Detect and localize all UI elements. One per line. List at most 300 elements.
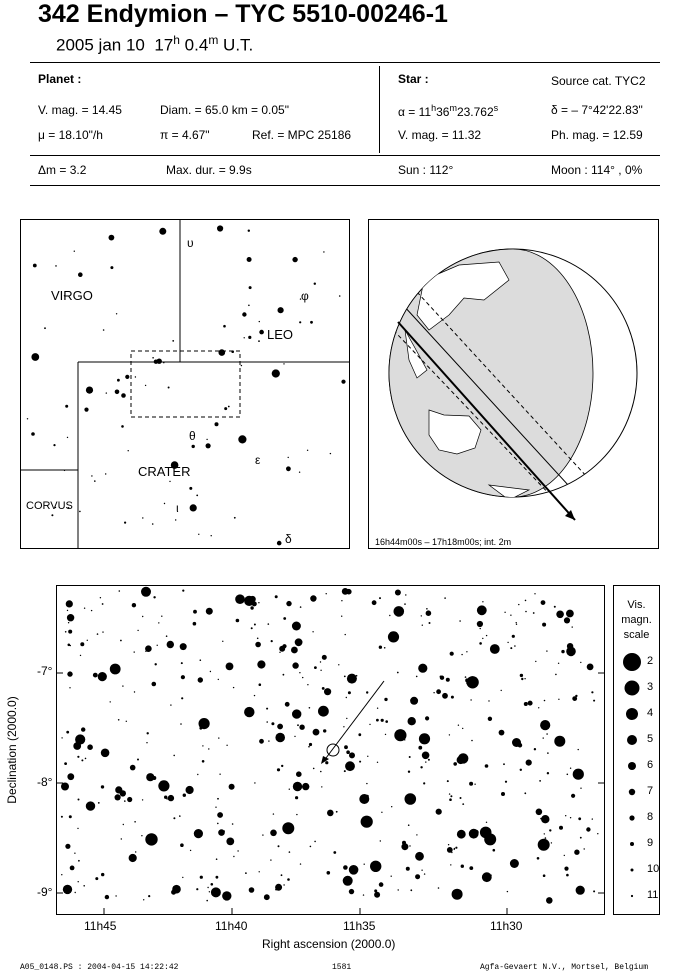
mag-dot-10 <box>622 860 642 880</box>
star-dot <box>266 708 268 710</box>
star-dot <box>458 753 468 763</box>
star-dot <box>194 829 203 838</box>
star-dot <box>471 740 473 742</box>
ra-tick-1130: 11h30 <box>490 919 523 933</box>
star-dot <box>391 806 392 807</box>
star-dot <box>182 877 183 878</box>
star-dot <box>211 887 221 897</box>
star-dot <box>343 876 353 886</box>
star-dot <box>591 691 593 693</box>
star-dot <box>236 619 240 623</box>
star-dot <box>323 729 326 732</box>
star-dot <box>364 864 365 865</box>
star-dot <box>200 659 202 661</box>
star-dot <box>486 635 487 636</box>
star-dot <box>158 780 169 791</box>
star-dot <box>421 735 422 736</box>
star-dot <box>101 785 104 788</box>
star-dot <box>574 850 579 855</box>
const-label-virgo: VIRGO <box>51 288 93 303</box>
star-dot <box>164 503 165 504</box>
star-dot <box>283 674 285 676</box>
star-dot <box>264 894 270 900</box>
star-dot <box>423 782 425 784</box>
mag-dot-7 <box>622 782 642 802</box>
star-dot <box>80 655 81 656</box>
star-dot <box>580 837 582 839</box>
constellation-stars <box>27 225 346 545</box>
event-hour: 17 <box>154 35 174 55</box>
star-dot <box>507 642 508 643</box>
star-dot <box>120 790 126 796</box>
star-dot <box>180 843 184 847</box>
mag-label-7: 7 <box>647 785 654 797</box>
star-dot <box>259 739 264 744</box>
star-dot <box>449 734 450 735</box>
star-dot <box>65 631 67 633</box>
star-dot <box>154 360 158 364</box>
star-dot <box>271 640 273 642</box>
star-dot <box>75 892 76 893</box>
star-dot <box>181 675 185 679</box>
star-dot <box>31 432 35 436</box>
star-dot <box>31 353 39 361</box>
star-dot <box>69 687 70 688</box>
star-dot <box>482 601 483 602</box>
star-dot <box>554 606 556 608</box>
star-dot <box>189 487 192 490</box>
info-divider <box>379 66 380 153</box>
star-dot <box>247 257 252 262</box>
x-axis-label: Right ascension (2000.0) <box>262 937 396 951</box>
star-dot <box>286 601 291 606</box>
star-dot <box>302 783 309 790</box>
star-dot <box>145 833 157 845</box>
star-dot <box>186 786 194 794</box>
star-dot <box>87 640 88 641</box>
star-dot <box>259 330 264 335</box>
star-dot <box>564 617 570 623</box>
mag-label-3: 3 <box>647 681 654 693</box>
star-dot <box>310 321 313 324</box>
star-dot <box>547 752 549 754</box>
star-dot <box>105 895 109 899</box>
star-dot <box>226 838 234 846</box>
footer-publisher: Agfa-Gevaert N.V., Mortsel, Belgium <box>480 963 649 972</box>
moon-elongation: Moon : 114° , 0% <box>551 163 643 177</box>
star-dot <box>313 768 315 770</box>
star-dot <box>79 511 81 513</box>
star-dot <box>281 765 283 767</box>
star-dot <box>451 852 452 853</box>
star-dot <box>217 798 219 800</box>
star-dot <box>137 759 139 761</box>
star-dot <box>277 768 280 771</box>
star-dot <box>473 830 478 835</box>
star-dot <box>341 600 342 601</box>
star-dot <box>516 624 517 625</box>
star-dot <box>237 850 238 851</box>
mag-dot-5 <box>622 730 642 750</box>
star-dot <box>425 716 429 720</box>
star-dot <box>422 752 430 760</box>
star-dot <box>410 889 412 891</box>
star-dot <box>295 638 303 646</box>
star-dot <box>100 597 101 598</box>
star-dot <box>543 737 544 738</box>
page-title: 342 Endymion – TYC 5510-00246-1 <box>38 0 448 28</box>
star-dot <box>309 743 312 746</box>
star-dot <box>106 392 107 393</box>
star-dot <box>126 721 127 722</box>
star-dot <box>525 600 527 602</box>
star-dot <box>226 745 227 746</box>
star-dot <box>450 795 452 797</box>
star-dot <box>145 385 146 386</box>
star-dot <box>249 887 255 893</box>
star-dot <box>217 812 223 818</box>
star-dot <box>534 593 535 594</box>
star-dot <box>465 676 467 678</box>
star-dot <box>540 818 542 820</box>
star-dot <box>474 784 475 785</box>
star-dot <box>53 444 55 446</box>
star-dot <box>283 363 284 364</box>
star-dot <box>67 773 74 780</box>
star-dot <box>578 817 581 820</box>
hour-unit: h <box>173 33 180 47</box>
ra-s-unit: s <box>493 103 499 113</box>
star-dot <box>68 622 69 623</box>
star-dot <box>292 257 297 262</box>
star-dot <box>409 756 411 758</box>
star-dot <box>119 590 121 592</box>
star-dot <box>134 651 135 652</box>
star-dot <box>283 884 284 885</box>
star-dot <box>277 541 282 546</box>
star-dot <box>27 418 28 419</box>
star-label-delta: δ <box>285 532 292 546</box>
star-dot <box>159 228 166 235</box>
star-dot <box>244 707 254 717</box>
star-dot <box>121 425 124 428</box>
star-dot <box>217 225 223 231</box>
star-dot <box>275 889 277 891</box>
star-dot <box>273 813 274 814</box>
star-dot <box>81 759 83 761</box>
star-dot <box>542 623 546 627</box>
star-dot <box>210 671 211 672</box>
star-dot <box>55 265 57 267</box>
star-label-phi: φ <box>301 289 309 303</box>
star-dot <box>580 662 581 663</box>
star-dot <box>343 865 348 870</box>
star-dot <box>202 760 205 763</box>
info-mid-rule <box>30 155 660 156</box>
star-dot <box>404 603 406 605</box>
star-dot <box>254 782 255 783</box>
star-dot <box>196 495 198 497</box>
star-dot <box>408 824 410 826</box>
time-system: U.T. <box>223 35 254 55</box>
constellation-map-svg <box>21 220 349 548</box>
star-dot <box>158 622 159 623</box>
star-dot <box>510 615 511 616</box>
star-dot <box>78 881 79 882</box>
star-dot <box>374 892 380 898</box>
star-dot <box>268 623 270 625</box>
star-dot <box>183 794 186 797</box>
footer-file: A05_0148.PS : 2004-04-15 14:22:42 <box>20 963 179 972</box>
ra-tick-1135: 11h35 <box>343 919 376 933</box>
star-dot <box>118 719 120 721</box>
star-dot <box>216 858 218 860</box>
star-dot <box>333 851 336 854</box>
star-dot <box>461 654 462 655</box>
star-dot <box>488 717 492 721</box>
star-dot <box>226 663 234 671</box>
star-dot <box>152 523 154 525</box>
mag-title-line-1: Vis. <box>627 599 646 611</box>
star-dot <box>501 792 505 796</box>
star-dot <box>440 676 444 680</box>
star-dot <box>561 650 564 653</box>
star-dot <box>322 687 325 690</box>
star-dot <box>314 841 316 843</box>
star-dot <box>344 770 346 772</box>
star-dot <box>566 610 574 618</box>
star-dot <box>115 794 121 800</box>
star-dot <box>526 760 532 766</box>
star-dot <box>197 774 198 775</box>
star-dot <box>219 774 220 775</box>
star-dot <box>470 699 471 700</box>
star-dot <box>381 812 382 813</box>
star-dot <box>330 453 331 454</box>
star-dot <box>255 642 261 648</box>
star-dot <box>80 642 84 646</box>
star-dot <box>206 900 208 902</box>
star-dot <box>436 809 442 815</box>
star-dot <box>61 737 62 738</box>
star-dot <box>251 627 253 629</box>
star-dot <box>421 615 422 616</box>
star-dot <box>292 622 301 631</box>
star-dot <box>318 706 329 717</box>
star-dot <box>453 762 457 766</box>
star-dot <box>268 740 269 741</box>
star-dot <box>237 596 239 598</box>
star-dot <box>578 749 579 750</box>
star-dot <box>257 660 265 668</box>
star-dot <box>486 822 487 823</box>
star-dot <box>326 593 327 594</box>
star-dot <box>233 856 234 857</box>
star-dot <box>501 690 502 691</box>
star-dot <box>222 641 223 642</box>
star-dot <box>110 664 121 675</box>
star-dot <box>566 874 569 877</box>
star-dot <box>258 340 260 342</box>
star-dot <box>450 864 451 865</box>
star-dot <box>78 272 83 277</box>
constellation-map <box>20 219 350 549</box>
star-dot <box>275 733 285 743</box>
star-dot <box>294 736 295 737</box>
star-dot <box>379 646 382 649</box>
star-dot <box>288 457 289 458</box>
star-dot <box>524 792 526 794</box>
footer-page: 1581 <box>332 963 352 972</box>
star-dot <box>544 833 545 834</box>
star-dot <box>169 481 170 482</box>
star-dot <box>102 603 104 605</box>
star-dot <box>376 719 379 722</box>
star-dot <box>190 850 191 851</box>
star-dot <box>146 742 147 743</box>
star-dot <box>359 794 369 804</box>
event-minute: 0.4 <box>184 35 209 55</box>
ra-minutes: 36 <box>436 105 450 119</box>
star-dot <box>215 422 219 426</box>
max-duration: Max. dur. = 9.9s <box>166 163 252 177</box>
star-dot <box>344 745 348 749</box>
star-dot <box>516 622 517 623</box>
star-dot <box>116 313 117 314</box>
star-dot <box>141 587 151 597</box>
y-axis-label: Declination (2000.0) <box>5 696 19 804</box>
star-dot <box>84 608 85 609</box>
mag-label-2: 2 <box>647 655 654 667</box>
star-dot <box>462 803 464 805</box>
star-dot <box>442 693 448 699</box>
star-dot <box>299 472 300 473</box>
ra-h-unit: h <box>431 103 437 113</box>
star-dot <box>346 750 350 754</box>
star-dot <box>549 829 551 831</box>
star-dot <box>374 889 377 892</box>
star-dot <box>460 797 462 799</box>
star-dot <box>558 699 559 700</box>
star-dot <box>134 821 136 823</box>
star-dot <box>410 697 418 705</box>
star-label-theta: θ <box>189 429 196 443</box>
star-dot <box>145 645 152 652</box>
star-dot <box>94 480 96 482</box>
star-dot <box>381 719 384 722</box>
star-dot <box>218 679 219 680</box>
star-dot <box>211 535 212 536</box>
star-dot <box>234 517 236 519</box>
star-dot <box>168 795 174 801</box>
star-right-ascension <box>398 103 498 119</box>
dec-tick-9: -9° <box>37 885 53 899</box>
star-dot <box>593 700 595 702</box>
star-dot <box>518 604 519 605</box>
star-dot <box>339 295 341 297</box>
star-dot <box>587 664 594 671</box>
star-dot <box>567 774 569 776</box>
star-dot <box>287 878 290 881</box>
star-dot <box>327 810 334 817</box>
star-dot <box>336 811 338 813</box>
star-dot <box>282 644 286 648</box>
star-dot <box>408 717 416 725</box>
star-dot <box>520 769 522 771</box>
star-dot <box>224 407 227 410</box>
star-dot <box>148 895 150 897</box>
star-dot <box>379 882 384 887</box>
star-dot <box>558 663 559 664</box>
star-dot <box>275 595 278 598</box>
star-dot <box>271 722 274 725</box>
star-dot <box>580 788 581 789</box>
globe-panel <box>368 219 659 549</box>
star-dot <box>142 799 143 800</box>
star-dot <box>208 748 209 749</box>
star-dot <box>123 824 124 825</box>
mag-title-line-2: magn. <box>621 614 652 626</box>
star-dot <box>405 793 417 805</box>
star-dot <box>570 768 571 769</box>
star-dot <box>342 588 349 595</box>
mag-label-8: 8 <box>647 811 654 823</box>
star-dot <box>472 676 473 677</box>
star-dot <box>121 393 126 398</box>
star-dot <box>132 603 136 607</box>
star-dot <box>384 698 387 701</box>
star-dot <box>125 375 129 379</box>
star-dot <box>546 733 548 735</box>
star-dot <box>190 504 197 511</box>
const-label-leo: LEO <box>267 327 294 342</box>
star-dot <box>438 887 440 889</box>
star-dot <box>361 816 373 828</box>
star-dot <box>84 408 88 412</box>
ra-prefix: α = 11 <box>398 105 432 119</box>
star-dot <box>44 327 46 329</box>
star-dot <box>67 610 68 611</box>
star-dot <box>551 842 552 843</box>
star-dot <box>448 844 449 845</box>
star-dot <box>341 380 345 384</box>
chart-ticks <box>57 673 604 914</box>
star-dot <box>173 755 175 757</box>
mag-label-9: 9 <box>647 837 654 849</box>
star-dot <box>198 534 199 535</box>
mag-dot-6 <box>622 756 642 776</box>
star-dot <box>512 738 521 747</box>
globe-svg <box>369 220 658 548</box>
star-dot <box>308 746 310 748</box>
star-dot <box>200 876 203 879</box>
star-dot <box>424 873 425 874</box>
star-dot <box>320 670 321 671</box>
star-dot <box>228 406 230 408</box>
star-dot <box>172 340 174 342</box>
star-dot <box>81 727 85 731</box>
star-dot <box>69 815 72 818</box>
star-dot <box>266 721 268 723</box>
star-declination: δ = – 7°42'22.83" <box>551 103 643 117</box>
star-chart-svg <box>57 586 604 914</box>
star-dot <box>545 837 547 839</box>
star-dot <box>64 470 65 471</box>
mag-label-11: 11 <box>647 889 659 901</box>
star-dot <box>584 848 585 849</box>
star-dot <box>370 861 381 872</box>
star-dot <box>576 886 585 895</box>
